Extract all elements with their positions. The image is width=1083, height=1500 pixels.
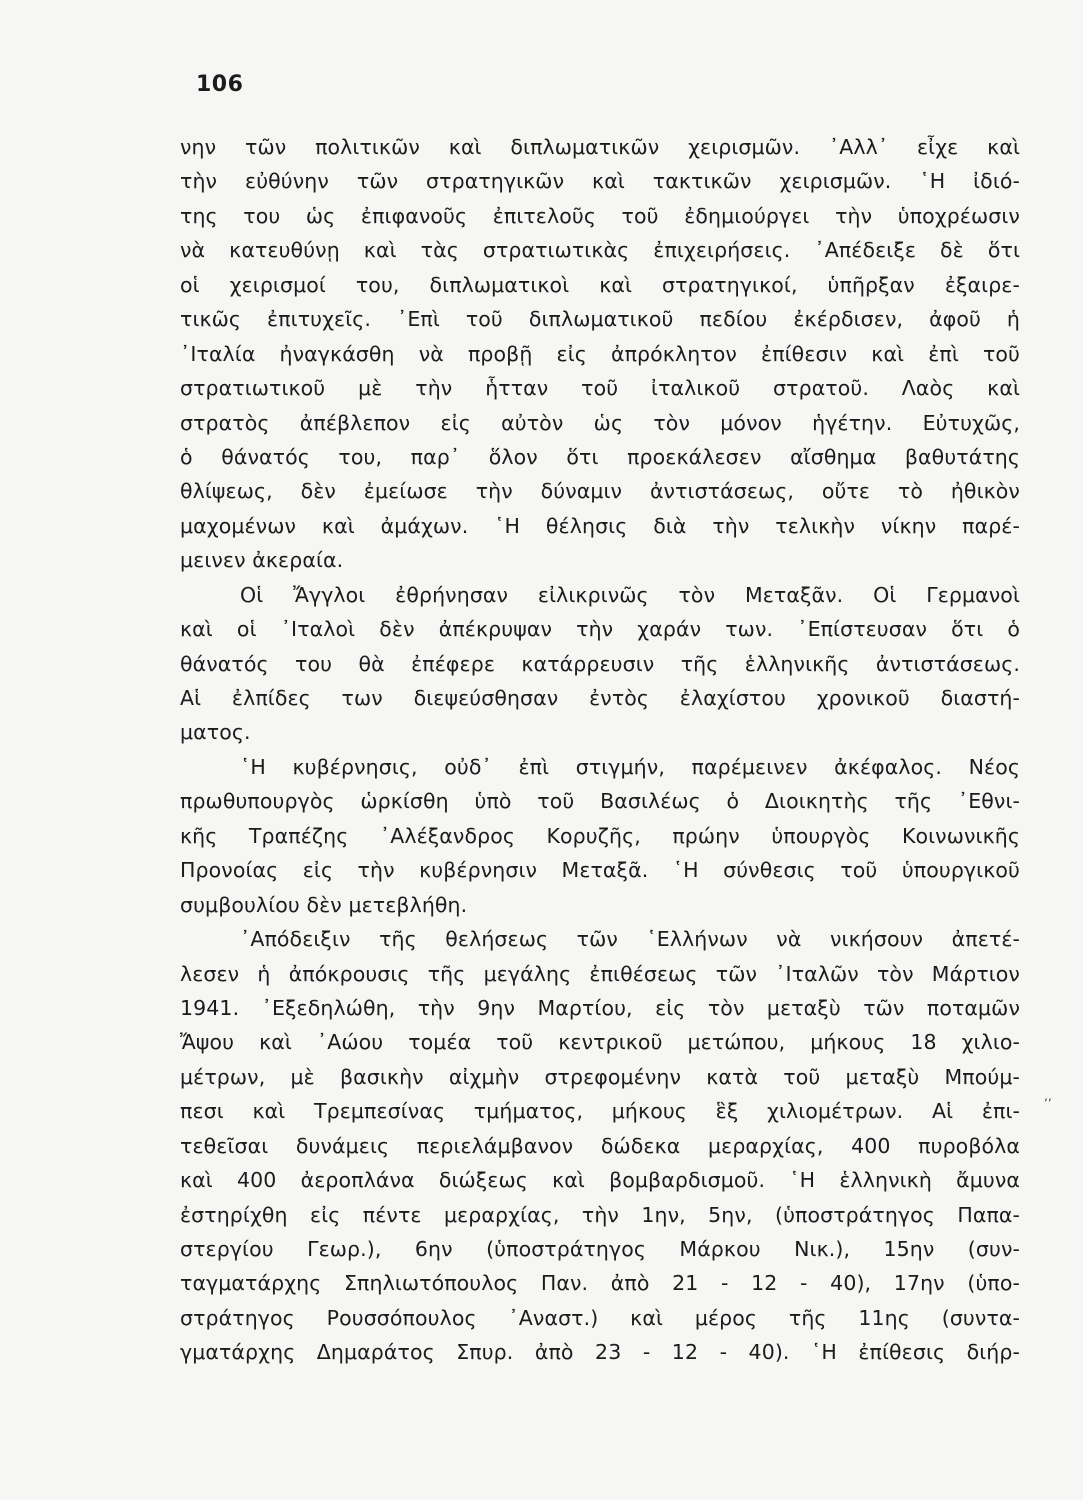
text-line: νὰ κατευθύνῃ καὶ τὰς στρατιωτικὰς ἐπιχειρήσεις. ᾿Απέδειξε δὲ ὅτι	[180, 238, 1020, 263]
text-line: στρατιωτικοῦ μὲ τὴν ἧτταν τοῦ ἰταλικοῦ στρατοῦ. Λαὸς καὶ	[180, 376, 1020, 401]
text-line: πεσι καὶ Τρεμπεσίνας τμήματος, μήκους ἓξ χιλιομέτρων. Αἱ ἐπι-	[180, 1099, 1020, 1124]
text-line: τὴν εὐθύνην τῶν στρατηγικῶν καὶ τακτικῶν χειρισμῶν. ῾Η ἰδιό-	[180, 169, 1020, 194]
text-line: συμβουλίου δὲν μετεβλήθη.	[180, 892, 468, 917]
text-line: τεθεῖσαι δυνάμεις περιελάμβανον δώδεκα μεραρχίας, 400 πυροβόλα	[180, 1133, 1020, 1158]
text-line: μέτρων, μὲ βασικὴν αἰχμὴν στρεφομένην κατὰ τοῦ μεταξὺ Μπούμ-	[180, 1064, 1020, 1089]
text-line: θάνατός του θὰ ἐπέφερε κατάρρευσιν τῆς ἑλληνικῆς ἀντιστάσεως.	[180, 651, 1020, 676]
text-line: ᾿Ιταλία ἠναγκάσθη νὰ προβῇ εἰς ἀπρόκλητον ἐπίθεσιν καὶ ἐπὶ τοῦ	[180, 341, 1020, 366]
text-line: λεσεν ἡ ἀπόκρουσις τῆς μεγάλης ἐπιθέσεως τῶν ᾿Ιταλῶν τὸν Μάρτιον	[180, 961, 1020, 986]
body-text	[180, 130, 1020, 1370]
text-line: μαχομένων καὶ ἀμάχων. ῾Η θέλησις διὰ τὴν τελικὴν νίκην παρέ-	[180, 513, 1020, 538]
text-line: 1941. ᾿Εξεδηλώθη, τὴν 9ην Μαρτίου, εἰς τὸν μεταξὺ τῶν ποταμῶν	[180, 995, 1020, 1020]
text-line: πρωθυπουργὸς ὡρκίσθη ὑπὸ τοῦ Βασιλέως ὁ Διοικητὴς τῆς ᾿Εθνι-	[180, 789, 1020, 814]
text-line: οἱ χειρισμοί του, διπλωματικοὶ καὶ στρατηγικοί, ὑπῆρξαν ἐξαιρε-	[180, 272, 1020, 297]
text-line: ματος.	[180, 720, 251, 745]
text-line: ὁ θάνατός του, παρ᾿ ὅλον ὅτι προεκάλεσεν αἴσθημα βαθυτάτης	[180, 444, 1020, 469]
text-line: τικῶς ἐπιτυχεῖς. ᾿Επὶ τοῦ διπλωματικοῦ πεδίου ἐκέρδισεν, ἀφοῦ ἡ	[180, 307, 1020, 332]
text-line: ῾Η κυβέρνησις, οὐδ᾿ ἐπὶ στιγμήν, παρέμεινεν ἀκέφαλος. Νέος	[240, 754, 1020, 779]
text-line: ἐστηρίχθη εἰς πέντε μεραρχίας, τὴν 1ην, 5ην, (ὑποστράτηγος Παπα-	[180, 1202, 1020, 1227]
page-number: 106	[196, 72, 244, 97]
text-line: της του ὡς ἐπιφανοῦς ἐπιτελοῦς τοῦ ἐδημιούργει τὴν ὑποχρέωσιν	[180, 203, 1020, 228]
text-line: κῆς Τραπέζης ᾿Αλέξανδρος Κορυζῆς, πρώην ὑπουργὸς Κοινωνικῆς	[180, 823, 1020, 848]
text-line: ταγματάρχης Σπηλιωτόπουλος Παν. ἀπὸ 21 - 12 - 40), 17ην (ὑπο-	[180, 1271, 1020, 1296]
text-line: Οἱ Ἄγγλοι ἐθρήνησαν εἰλικρινῶς τὸν Μεταξᾶν. Οἱ Γερμανοὶ	[240, 582, 1020, 607]
text-line: γματάρχης Δημαράτος Σπυρ. ἀπὸ 23 - 12 - 40). ῾Η ἐπίθεσις διήρ-	[180, 1340, 1020, 1365]
text-line: καὶ οἱ ᾿Ιταλοὶ δὲν ἀπέκρυψαν τὴν χαράν των. ᾿Επίστευσαν ὅτι ὁ	[180, 617, 1020, 642]
text-line: μεινεν ἀκεραία.	[180, 548, 344, 573]
text-line: καὶ 400 ἀεροπλάνα διώξεως καὶ βομβαρδισμοῦ. ῾Η ἑλληνικὴ ἄμυνα	[180, 1168, 1020, 1193]
text-line: θλίψεως, δὲν ἐμείωσε τὴν δύναμιν ἀντιστάσεως, οὔτε τὸ ἠθικὸν	[180, 479, 1020, 504]
text-line: στεργίου Γεωρ.), 6ην (ὑποστράτηγος Μάρκου Νικ.), 15ην (συν-	[180, 1237, 1020, 1261]
margin-mark: ‚‚	[1044, 1089, 1052, 1103]
text-line: νην τῶν πολιτικῶν καὶ διπλωματικῶν χειρισμῶν. ᾿Αλλ᾿ εἶχε καὶ	[180, 135, 1020, 159]
text-line: Αἱ ἐλπίδες των διεψεύσθησαν ἐντὸς ἐλαχίστου χρονικοῦ διαστή-	[180, 686, 1020, 710]
text-line: στρατὸς ἀπέβλεπον εἰς αὐτὸν ὡς τὸν μόνον ἡγέτην. Εὐτυχῶς,	[180, 410, 1020, 435]
text-line: στράτηγος Ρουσσόπουλος ᾿Αναστ.) καὶ μέρος τῆς 11ης (συντα-	[180, 1305, 1020, 1330]
text-line: ᾿Απόδειξιν τῆς θελήσεως τῶν ῾Ελλήνων νὰ νικήσουν ἀπετέ-	[240, 927, 1020, 952]
text-line: Προνοίας εἰς τὴν κυβέρνησιν Μεταξᾶ. ῾Η σύνθεσις τοῦ ὑπουργικοῦ	[180, 858, 1020, 883]
text-line: Ἄψου καὶ ᾿Αώου τομέα τοῦ κεντρικοῦ μετώπου, μήκους 18 χιλιο-	[180, 1030, 1020, 1055]
